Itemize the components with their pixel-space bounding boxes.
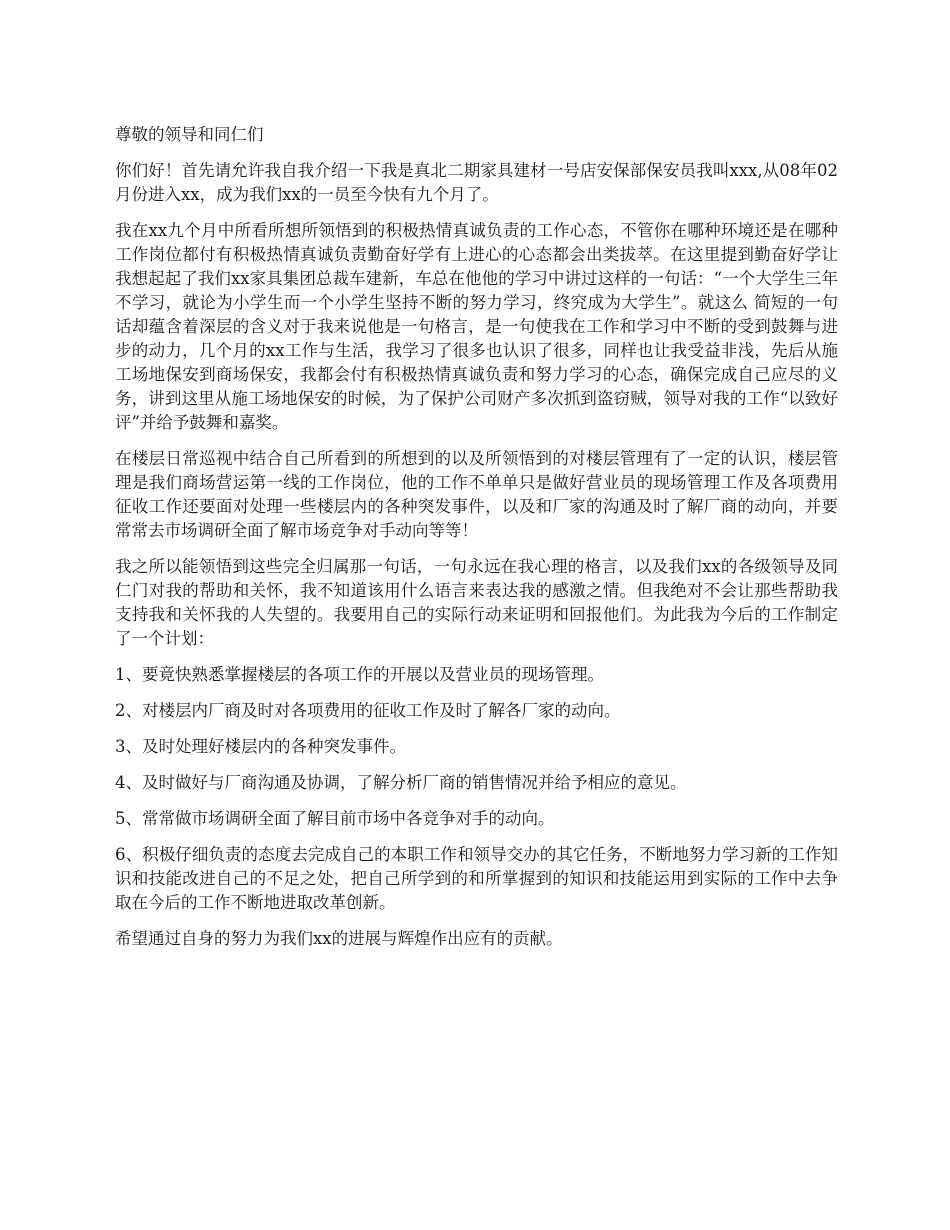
- plan-item-5: 5、常常做市场调研全面了解目前市场中各竞争对手的动向。: [115, 809, 555, 828]
- document-body: [115, 123, 838, 951]
- salutation: 尊敬的领导和同仁们: [115, 125, 264, 144]
- paragraph-floor-management: 在楼层日常巡视中结合自己所看到的所想到的以及所领悟到的对楼层管理有了一定的认识，楼层管理是我们商场营运第一线的工作岗位，他的工作不单单只是做好营业员的现场管理工作及各项费用征收工作还要面对处理一些楼层内的各种突发事件，以及和厂家的沟通及时了解厂商的动向，并要常常去市场调研全面了解市场竞争对手动向等等！: [115, 449, 838, 540]
- plan-item-6: 6、积极仔细负责的态度去完成自己的本职工作和领导交办的其它任务，不断地努力学习新的工作知识和技能改进自己的不足之处，把自己所学到的和所掌握到的知识和技能运用到实际的工作中去争取在今后的工作不断地进取改革创新。: [115, 845, 838, 912]
- plan-item-2: 2、对楼层内厂商及时对各项费用的征收工作及时了解各厂家的动向。: [115, 701, 621, 720]
- plan-item-3: 3、及时处理好楼层内的各种突发事件。: [115, 737, 406, 756]
- paragraph-gratitude: 我之所以能领悟到这些完全归属那一句话，一句永远在我心理的格言，以及我们xx的各级领导及同仁门对我的帮助和关怀，我不知道该用什么语言来表达我的感激之情。但我绝对不会让那些帮助我支持我和关怀我的人失望的。我要用自己的实际行动来证明和回报他们。为此我为今后的工作制定了一个计划：: [115, 557, 838, 648]
- plan-item-1: 1、要竟快熟悉掌握楼层的各项工作的开展以及营业员的现场管理。: [115, 665, 604, 684]
- paragraph-work-attitude: 我在xx九个月中所看所想所领悟到的积极热情真诚负责的工作心态，不管你在哪种环境还是在哪种工作岗位都付有积极热情真诚负责勤奋好学有上进心的心态都会出类拔萃。在这里提到勤奋好学让我想起起了我们xx家具集团总裁车建新，车总在他他的学习中讲过这样的一句话：“一个大学生三年不学习，就论为小学生而一个小学生坚持不断的努力学习，终究成为大学生”。就这么 简短的一句话却蕴含着深层的含义对于我来说他是一句格言，是一句使我在工作和学习中不断的受到鼓舞与进步的动力，几个月的xx工作与生活，我学习了很多也认识了很多，同样也让我受益非浅，先后从施工场地保安到商场保安，我都会付有积极热情真诚负责和努力学习的心态，确保完成自己应尽的义务，讲到这里从施工场地保安的时候，为了保护公司财产多次抓到盗窃贼，领导对我的工作“以致好评”并给予鼓舞和嘉奖。: [115, 221, 838, 432]
- closing-paragraph: 希望通过自身的努力为我们xx的进展与辉煌作出应有的贡献。: [115, 929, 563, 948]
- paragraph-introduction: 你们好！首先请允许我自我介绍一下我是真北二期家具建材一号店安保部保安员我叫xxx,从08年02月份进入xx，成为我们xx的一员至今快有九个月了。: [115, 161, 838, 204]
- plan-item-4: 4、及时做好与厂商沟通及协调，了解分析厂商的销售情况并给予相应的意见。: [115, 773, 687, 792]
